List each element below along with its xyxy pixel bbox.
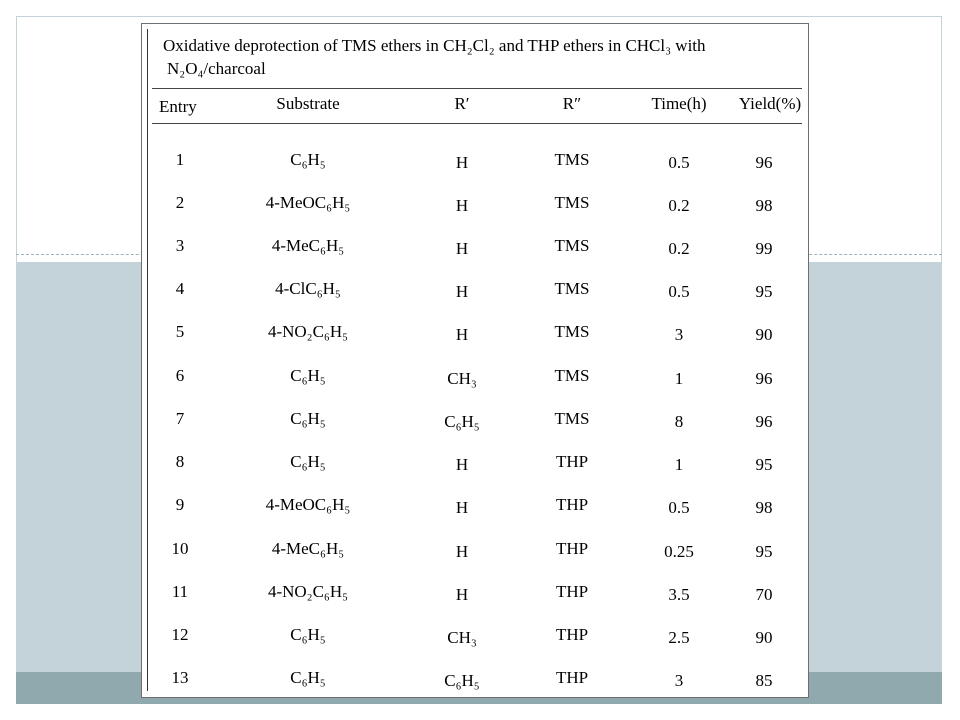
cell-r-prime: CH₃: [447, 369, 477, 388]
cell-time: 3.5: [668, 585, 690, 604]
cell-yield: 85: [755, 671, 773, 690]
column-header-time: Time(h): [651, 94, 707, 113]
column-header-r-double-prime: R″: [562, 94, 582, 113]
cell-yield: 98: [755, 196, 773, 215]
cell-r-prime: H: [455, 282, 469, 301]
cell-time: 1: [674, 369, 684, 388]
cell-substrate: C₆H₅: [290, 366, 326, 385]
cell-substrate: C₆H₅: [290, 668, 326, 687]
cell-yield: 95: [755, 282, 773, 301]
cell-yield: 98: [755, 498, 773, 517]
cell-r-double-prime: TMS: [554, 366, 590, 385]
cell-r-double-prime: TMS: [554, 150, 590, 169]
cell-r-prime: H: [455, 196, 469, 215]
cell-time: 0.5: [668, 498, 690, 517]
cell-r-double-prime: THP: [555, 495, 589, 514]
cell-r-double-prime: THP: [555, 625, 589, 644]
cell-yield: 90: [755, 628, 773, 647]
cell-r-double-prime: TMS: [554, 236, 590, 255]
column-header-yield: Yield(%): [738, 94, 802, 113]
cell-entry: 5: [175, 322, 185, 341]
table-caption-line-2: N₂O₄/charcoal: [167, 59, 266, 78]
cell-r-prime: CH₃: [447, 628, 477, 647]
cell-entry: 10: [171, 539, 189, 558]
cell-substrate: C₆H₅: [290, 625, 326, 644]
cell-time: 3: [674, 671, 684, 690]
cell-time: 1: [674, 455, 684, 474]
cell-r-double-prime: TMS: [554, 409, 590, 428]
cell-time: 0.5: [668, 282, 690, 301]
cell-entry: 6: [175, 366, 185, 385]
cell-time: 2.5: [668, 628, 690, 647]
cell-r-double-prime: TMS: [554, 279, 590, 298]
cell-r-double-prime: TMS: [554, 193, 590, 212]
cell-time: 8: [674, 412, 684, 431]
cell-yield: 70: [755, 585, 773, 604]
cell-time: 0.25: [664, 542, 694, 561]
cell-entry: 3: [175, 236, 185, 255]
cell-time: 0.2: [668, 239, 690, 258]
cell-yield: 96: [755, 153, 773, 172]
table-caption-line-1: Oxidative deprotection of TMS ethers in CH₂Cl₂ and THP ethers in CHCl₃ with: [163, 36, 706, 55]
cell-substrate: 4-MeC₆H₅: [271, 539, 345, 558]
cell-substrate: 4-NO₂C₆H₅: [267, 582, 349, 601]
cell-time: 0.5: [668, 153, 690, 172]
cell-substrate: 4-MeC₆H₅: [271, 236, 345, 255]
cell-entry: 1: [175, 150, 185, 169]
cell-r-double-prime: THP: [555, 452, 589, 471]
cell-time: 0.2: [668, 196, 690, 215]
cell-yield: 90: [755, 325, 773, 344]
column-header-r-prime: R′: [454, 94, 470, 113]
table-body: [142, 24, 808, 697]
cell-entry: 9: [175, 495, 185, 514]
cell-entry: 8: [175, 452, 185, 471]
cell-entry: 11: [171, 582, 189, 601]
cell-entry: 12: [171, 625, 189, 644]
cell-r-prime: H: [455, 498, 469, 517]
cell-r-prime: H: [455, 585, 469, 604]
cell-entry: 4: [175, 279, 185, 298]
column-header-substrate: Substrate: [276, 94, 340, 113]
cell-r-double-prime: THP: [555, 539, 589, 558]
cell-yield: 95: [755, 455, 773, 474]
cell-yield: 96: [755, 412, 773, 431]
cell-r-prime: H: [455, 153, 469, 172]
cell-entry: 7: [175, 409, 185, 428]
cell-time: 3: [674, 325, 684, 344]
cell-substrate: 4-MeOC₆H₅: [265, 495, 351, 514]
column-header-entry: Entry: [159, 97, 197, 116]
cell-r-prime: C₆H₅: [444, 412, 480, 431]
cell-r-double-prime: TMS: [554, 322, 590, 341]
cell-substrate: 4-MeOC₆H₅: [265, 193, 351, 212]
cell-yield: 96: [755, 369, 773, 388]
results-table: [141, 23, 809, 698]
cell-substrate: 4-NO₂C₆H₅: [267, 322, 349, 341]
cell-r-prime: H: [455, 239, 469, 258]
cell-substrate: C₆H₅: [290, 452, 326, 471]
cell-substrate: 4-ClC₆H₅: [275, 279, 341, 298]
cell-substrate: C₆H₅: [290, 150, 326, 169]
cell-r-prime: C₆H₅: [444, 671, 480, 690]
cell-entry: 2: [175, 193, 185, 212]
cell-yield: 99: [755, 239, 773, 258]
cell-r-double-prime: THP: [555, 668, 589, 687]
cell-r-prime: H: [455, 542, 469, 561]
cell-entry: 13: [171, 668, 189, 687]
cell-r-double-prime: THP: [555, 582, 589, 601]
cell-r-prime: H: [455, 455, 469, 474]
cell-r-prime: H: [455, 325, 469, 344]
cell-yield: 95: [755, 542, 773, 561]
cell-substrate: C₆H₅: [290, 409, 326, 428]
